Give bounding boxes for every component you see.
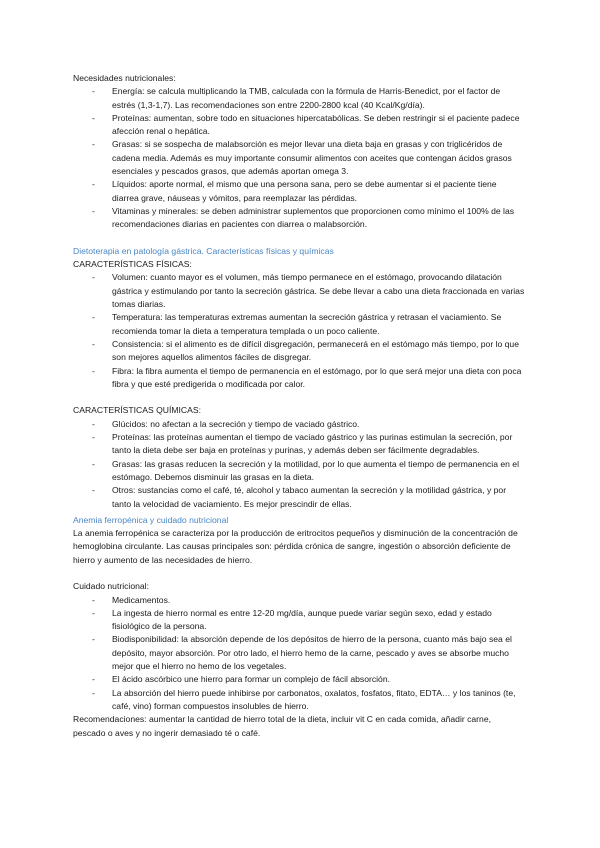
list-item (73, 594, 525, 607)
list-item-text: El ácido ascórbico une hierro para formar un complejo de fácil absorción. (112, 674, 391, 685)
list-item-text: Grasas: las grasas reducen la secreción y la motilidad, por lo que aumenta el tiempo de permanencia en el estómago. Debemos disminuir las grasas en la dieta. (112, 458, 519, 482)
list-item-text: Volumen: cuanto mayor es el volumen, más tiempo permanece en el estómago, provocando dilatación gástrica y estimulando por tanto la secreción gástrica. Se debe llevar a cabo una dieta fraccionada en varias tomas diarias. (112, 272, 525, 310)
list-item (73, 112, 525, 139)
list-item (73, 205, 525, 232)
bullet-dash: - (92, 634, 95, 645)
bullet-dash: - (92, 458, 95, 469)
quimicas-list (73, 418, 525, 511)
bullet-dash: - (92, 179, 95, 190)
recomendaciones-text: Recomendaciones: aumentar la cantidad de hierro total de la dieta, incluir vit C en cada comida, añadir carne, pescado o aves y no ingerir demasiado té o café. (73, 714, 491, 738)
list-item (73, 673, 525, 686)
list-item-text: Consistencia: si el alimento es de difícil disgregación, permanecerá en el estómago más tiempo, por lo que son mejores aquellos alimentos fáciles de disgregar. (112, 338, 519, 363)
list-item-text: Grasas: si se sospecha de malabsorción es mejor llevar una dieta baja en grasas y con triglicéridos de cadena media. Además es muy importante consumir alimentos con aceites que contengan ácidos grasos esenciales y pescados grasos, que además aportan omega 3. (112, 139, 512, 177)
list-item (73, 338, 525, 365)
cuidado-list (73, 594, 525, 714)
list-item-text: La ingesta de hierro normal es entre 12-20 mg/día, aunque puede variar según sexo, edad y estado fisiológico de la persona. (112, 607, 492, 632)
bullet-dash: - (92, 607, 95, 618)
fisicas-list (73, 271, 525, 391)
cuidado-title: Cuidado nutricional: (73, 581, 149, 592)
anemia-intro: La anemia ferropénica se caracteriza por la producción de eritrocitos pequeños y disminución de la concentración de hemoglobina circulante. Las causas principales son: pérdida crónica de sangre, ingestión o absorción deficiente de hierro y aumento de las necesidades de hierro. (73, 528, 518, 565)
list-item-text: Temperatura: las temperaturas extremas aumentan la secreción gástrica y retrasan el vaciamiento. Se recomienda tomar la dieta a temperatura templada o un poco caliente. (112, 312, 502, 336)
quimicas-title: CARACTERÍSTICAS QUÍMICAS: (73, 405, 201, 416)
list-item (73, 484, 525, 511)
list-item (73, 633, 525, 673)
list-item-text: Biodisponibilidad: la absorción depende de los depósitos de hierro de la persona, cuanto más bajo sea el depósito, mayor absorción. Por otro lado, el hierro hemo de la carne, pescado y aves se absorbe mucho mejor que el hierro no hemo de los vegetales. (112, 634, 512, 672)
list-item-text: Proteínas: las proteínas aumentan el tiempo de vaciado gástrico y las purinas estimulan la secreción, por tanto la dieta debe ser baja en proteínas y purinas, y además deben ser fácilmente degradables. (112, 432, 513, 456)
list-item (73, 607, 525, 634)
list-item (73, 458, 525, 485)
bullet-dash: - (92, 594, 95, 605)
bullet-dash: - (92, 338, 95, 349)
bullet-dash: - (92, 205, 95, 216)
list-item (73, 138, 525, 178)
document-body (73, 72, 525, 740)
bullet-dash: - (92, 485, 95, 496)
list-item (73, 687, 525, 714)
list-item-text: La absorción del hierro puede inhibirse por carbonatos, oxalatos, fosfatos, fitato, EDTA… y los taninos (te, café, vino) forman compuestos insolubles de hierro. (112, 687, 516, 711)
bullet-dash: - (92, 674, 95, 685)
necesidades-list (73, 85, 525, 231)
list-item (73, 85, 525, 112)
list-item-text: Otros: sustancias como el café, té, alcohol y tabaco aumentan la secreción y la motilidad gástrica, y por tanto la velocidad de vaciamiento. Es mejor prescindir de ellas. (112, 485, 507, 509)
bullet-dash: - (92, 432, 95, 443)
list-item (73, 271, 525, 311)
anemia-heading: Anemia ferropénica y cuidado nutricional (73, 514, 229, 525)
list-item (73, 418, 525, 431)
list-item-text: Energía: se calcula multiplicando la TMB, calculada con la fórmula de Harris-Benedict, por el factor de estrés (1,3-1,7). Las recomendaciones son entre 2200-2800 kcal (40 Kcal/Kg/día). (112, 86, 501, 110)
necesidades-title: Necesidades nutricionales: (73, 73, 176, 83)
bullet-dash: - (92, 112, 95, 123)
bullet-dash: - (92, 139, 95, 150)
bullet-dash: - (92, 272, 95, 283)
bullet-dash: - (92, 86, 95, 97)
list-item-text: Medicamentos. (112, 594, 171, 605)
bullet-dash: - (92, 418, 95, 429)
list-item (73, 178, 525, 205)
bullet-dash: - (92, 312, 95, 323)
list-item (73, 365, 525, 392)
bullet-dash: - (92, 687, 95, 698)
list-item-text: Proteínas: aumentan, sobre todo en situaciones hipercatabólicas. Se deben restringir si el paciente padece afección renal o hepática. (112, 112, 520, 137)
list-item-text: Glúcidos: no afectan a la secreción y tiempo de vaciado gástrico. (112, 418, 360, 429)
list-item-text: Fibra: la fibra aumenta el tiempo de permanencia en el estómago, por lo que será mejor una dieta con poca fibra y que esté predigerida o modificada por calor. (112, 365, 522, 389)
dietoterapia-heading: Dietoterapia en patología gástrica. Características físicas y químicas (73, 245, 334, 256)
list-item-text: Líquidos: aporte normal, el mismo que una persona sana, pero se debe aumentar si el paciente tiene diarrea grave, náuseas y vómitos, para reemplazar las pérdidas. (112, 179, 497, 203)
bullet-dash: - (92, 365, 95, 376)
list-item (73, 431, 525, 458)
list-item (73, 311, 525, 338)
fisicas-title: CARACTERÍSTICAS FÍSICAS: (73, 259, 192, 270)
list-item-text: Vitaminas y minerales: se deben administrar suplementos que proporcionen como mínimo el 100% de las recomendaciones diarias en pacientes con diarrea o malabsorción. (112, 205, 515, 230)
